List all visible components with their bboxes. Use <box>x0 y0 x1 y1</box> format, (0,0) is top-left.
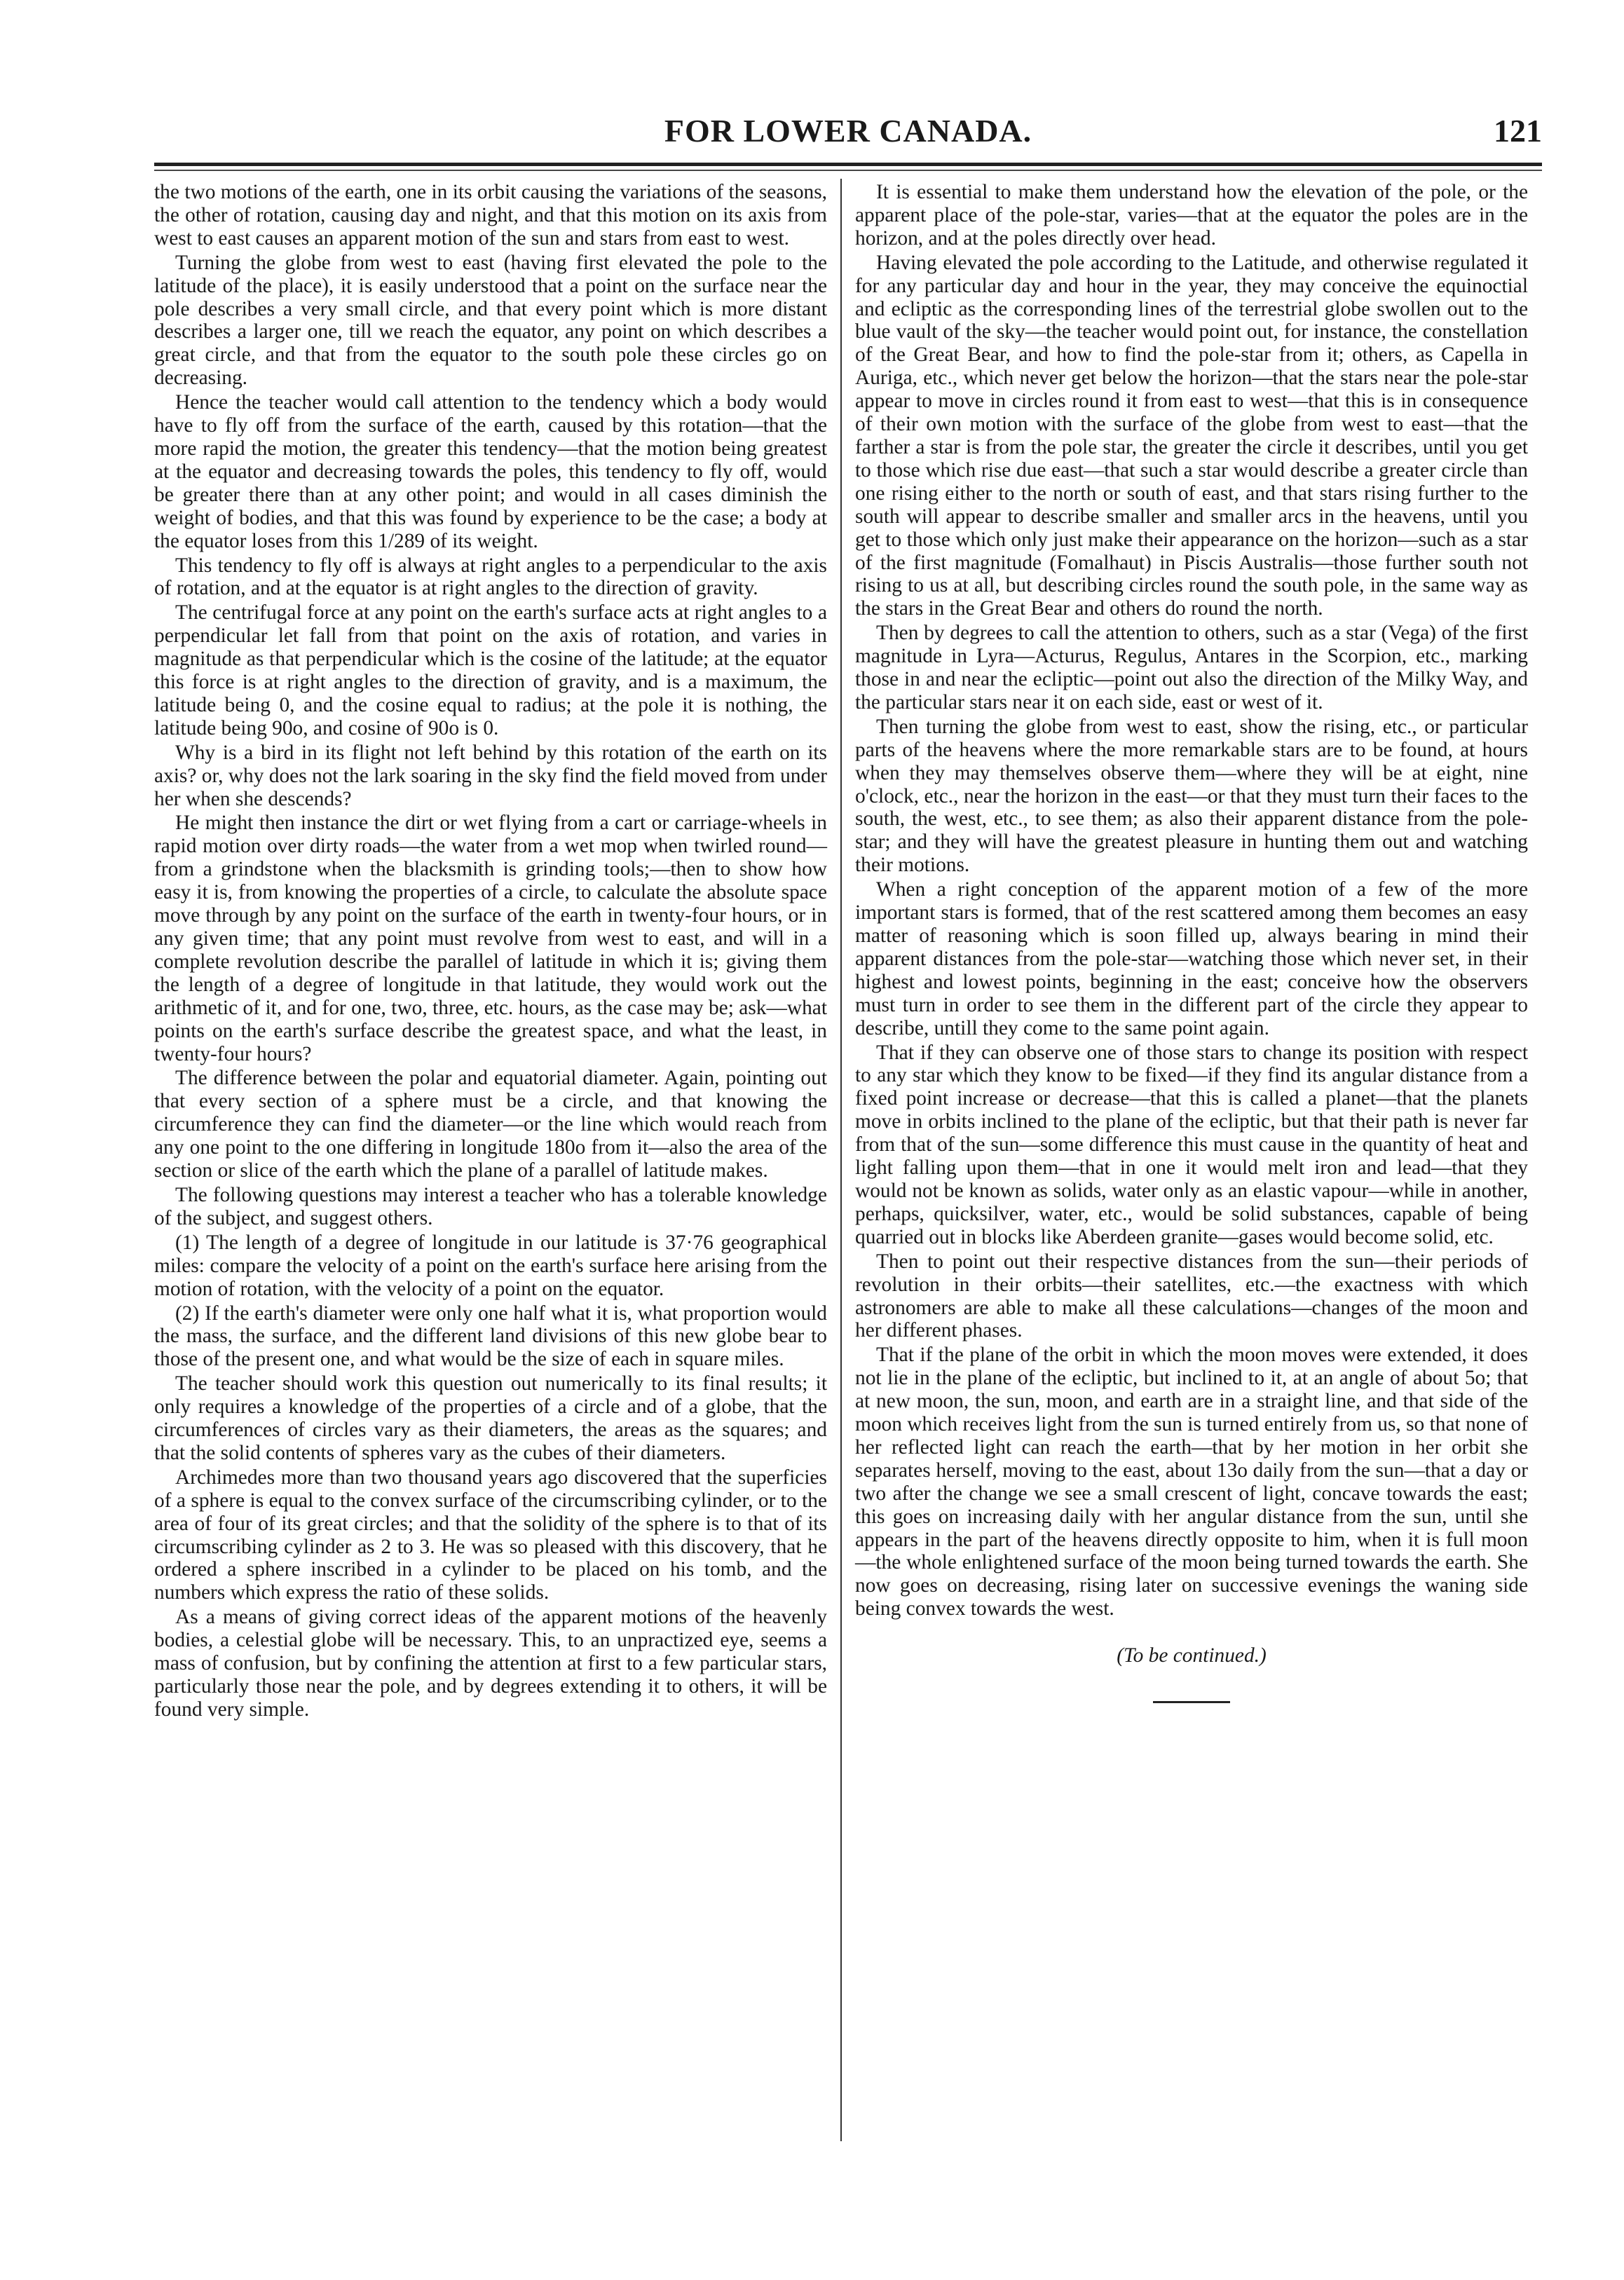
paragraph: That if they can observe one of those stars to change its position with respect to any star which they know to be fixed—if they find its angular distance from a fixed point increase or decrease—that this is called a planet—that the planets move in orbits inclined to the plane of the ecliptic, but that their path is never far from that of the sun—some difference this must cause in the quantity of heat and light falling upon them—that in one it would melt iron and lead—that they would not be known as solids, water only as an elastic vapour—while in another, perhaps, quicksilver, water, etc., would be solid substances, capable of being quarried out in blocks like Aberdeen granite—gases would become solid, etc. <box>855 1041 1528 1248</box>
paragraph: Then turning the globe from west to east, show the rising, etc., or particular parts of the heavens where the more remarkable stars are to be found, at hours when they may themselves observe them—where they will be at eight, nine o'clock, etc., near the horizon in the east—or that they must turn their faces to the south, the west, etc., to see them; as also their apparent distance from the pole-star; and they will have the greatest pleasure in hunting them out and watching their motions. <box>855 715 1528 877</box>
paragraph: Why is a bird in its flight not left behind by this rotation of the earth on its axis? or, why does not the lark soaring in the sky find the field moved from under her when she descends? <box>154 741 827 810</box>
paragraph: He might then instance the dirt or wet flying from a cart or carriage-wheels in rapid motion over dirty roads—the water from a wet mop when twirled round—from a grindstone when the blacksmith is grinding tools;—then to show how easy it is, from knowing the properties of a circle, to calculate the absolute space move through by any point on the surface of the earth in twenty-four hours, or in any given time; that any point must revolve from west to east, and will in a complete revolution describe the parallel of latitude in which it is; giving them the length of a degree of longitude in that latitude, they would work out the arithmetic of it, and for one, two, three, etc. hours, as the case may be; ask—what points on the earth's surface describe the greatest space, and what the least, in twenty-four hours? <box>154 812 827 1065</box>
paragraph: Then to point out their respective distances from the sun—their periods of revolution in their orbits—their satellites, etc.—the exactness with which astronomers are able to make all these calculations—changes of the moon and her different phases. <box>855 1250 1528 1342</box>
paragraph: Turning the globe from west to east (having first elevated the pole to the latitude of the place), it is easily understood that a point on the surface near the pole describes a very small circle, and that every point which is more distant describes a larger one, till we reach the equator, any point on which describes a great circle, and that from the equator to the south pole these circles go on decreasing. <box>154 251 827 390</box>
paragraph: It is essential to make them understand how the elevation of the pole, or the apparent place of the pole-star, varies—that at the equator the poles are in the horizon, and at the poles directly over head. <box>855 181 1528 250</box>
paragraph: Hence the teacher would call attention to the tendency which a body would have to fly off from the surface of the earth, caused by this rotation—that the more rapid the motion, the greater this tendency—that the motion being greatest at the equator and decreasing towards the poles, this tendency to fly off, would be greater there than at any other point; and would in all cases diminish the weight of bodies, and that this was found by experience to be the case; a body at the equator loses from this 1/289 of its weight. <box>154 391 827 552</box>
end-rule <box>1153 1701 1230 1703</box>
continued-note: (To be continued.) <box>1117 1644 1267 1667</box>
paragraph: (2) If the earth's diameter were only one half what it is, what proportion would the mass, the surface, and the different land divisions of this new globe bear to those of the present one, and what would be the size of each in square miles. <box>154 1302 827 1371</box>
paragraph: The following questions may interest a teacher who has a tolerable knowledge of the subject, and suggest others. <box>154 1183 827 1229</box>
paragraph: The centrifugal force at any point on the earth's surface acts at right angles to a perpendicular let fall from that point on the axis of rotation, and varies in magnitude as that perpendicular which is the cosine of the latitude; at the equator this force is at right angles to the direction of gravity, and is a maximum, the latitude being 0, and the cosine equal to radius; at the pole it is nothing, the latitude being 90o, and cosine of 90o is 0. <box>154 601 827 739</box>
column-divider <box>840 179 842 2141</box>
paragraph: That if the plane of the orbit in which the moon moves were extended, it does not lie in the plane of the ecliptic, but inclined to it, at an angle of about 5o; that at new moon, the sun, moon, and earth are in a straight line, and that side of the moon which receives light from the sun is turned entirely from us, so that none of her reflected light can reach the earth—that by her motion in her orbit she separates herself, moving to the east, about 13o daily from the sun—that a day or two after the change we see a small crescent of light, concave towards the east; this goes on increasing daily with her angular distance from the sun, until she appears in the part of the heavens directly opposite to him, when it is full moon—the whole enlightened surface of the moon being turned towards the earth. She now goes on decreasing, rising later on successive evenings the waning side being convex towards the west. <box>855 1344 1528 1620</box>
paragraph: Then by degrees to call the attention to others, such as a star (Vega) of the first magnitude in Lyra—Acturus, Regulus, Antares in the Scorpion, etc., marking those in and near the ecliptic—point out also the direction of the Milky Way, and the particular stars near it on each side, east or west of it. <box>855 622 1528 714</box>
left-column <box>154 181 827 1723</box>
paragraph: Archimedes more than two thousand years ago discovered that the superficies of a sphere is equal to the convex surface of the circumscribing cylinder, or to the area of four of its great circles; and that the solidity of the sphere is to that of its circumscribing cylinder as 2 to 3. He was so pleased with this discovery, that he ordered a sphere inscribed in a cylinder to be placed on his tomb, and the numbers which express the ratio of these solids. <box>154 1466 827 1604</box>
paragraph: The difference between the polar and equatorial diameter. Again, pointing out that every section of a sphere must be a circle, and that knowing the circumference they can find the diameter—or the line which would reach from any one point to the one differing in longitude 180o from it—also the area of the section or slice of the earth which the plane of a parallel of latitude makes. <box>154 1067 827 1182</box>
paragraph: Having elevated the pole according to the Latitude, and otherwise regulated it for any particular day and hour in the year, they may conceive the equinoctial and ecliptic as the corresponding lines of the terrestrial globe swollen out to the blue vault of the sky—the teacher would point out, for instance, the constellation of the Great Bear, and how to find the pole-star from it; others, as Capella in Auriga, etc., which never get below the horizon—that the stars near the pole-star appear to move in circles round it from east to west—that this is in consequence of their own motion with the surface of the globe from west to east—that the farther a star is from the pole star, the greater the circle it describes, until you get to those which rise due east—that such a star would describe a greater circle than one rising either to the north or south of east, and that stars rising further to the south will appear to describe smaller and smaller arcs in the heavens, until you get to those which only just make their appearance on the horizon—such as a star of the first magnitude (Fomalhaut) in Piscis Australis—those further south not rising to us at all, but describing circles round the south pole, in the same way as the stars in the Great Bear and others do round the north. <box>855 251 1528 620</box>
paragraph: As a means of giving correct ideas of the apparent motions of the heavenly bodies, a celestial globe will be necessary. This, to an unpractized eye, seems a mass of confusion, but by confining the attention at first to a few particular stars, particularly those near the pole, and by degrees extending it to others, it will be found very simple. <box>154 1606 827 1721</box>
paragraph: The teacher should work this question out numerically to its final results; it only requires a knowledge of the properties of a circle and of a globe, that the circumferences of circles vary as their diameters, the areas as the squares; and that the solid contents of spheres vary as the cubes of their diameters. <box>154 1372 827 1464</box>
running-title: FOR LOWER CANADA. <box>664 113 1032 149</box>
paragraph: (1) The length of a degree of longitude in our latitude is 37·76 geographical miles: compare the velocity of a point on the earth's surface here arising from the motion of rotation, with the velocity of a point on the equator. <box>154 1231 827 1300</box>
page-header <box>154 112 1542 161</box>
header-rule <box>154 163 1542 171</box>
paragraph: the two motions of the earth, one in its orbit causing the variations of the seasons, the other of rotation, causing day and night, and that this motion on its axis from west to east causes an apparent motion of the sun and stars from east to west. <box>154 181 827 250</box>
page-number: 121 <box>1494 113 1542 149</box>
paragraph: When a right conception of the apparent motion of a few of the more important stars is formed, that of the rest scattered among them becomes an easy matter of reasoning which is soon filled up, always bearing in mind their apparent distances from the pole-star—watching those which never set, in their highest and lowest points, beginning in the east; conceive how the observers must turn in order to see them in the different part of the circle they appear to describe, untill they come to the same point again. <box>855 878 1528 1039</box>
paragraph: This tendency to fly off is always at right angles to a perpendicular to the axis of rotation, and at the equator is at right angles to the direction of gravity. <box>154 554 827 600</box>
right-column <box>855 181 1528 1703</box>
